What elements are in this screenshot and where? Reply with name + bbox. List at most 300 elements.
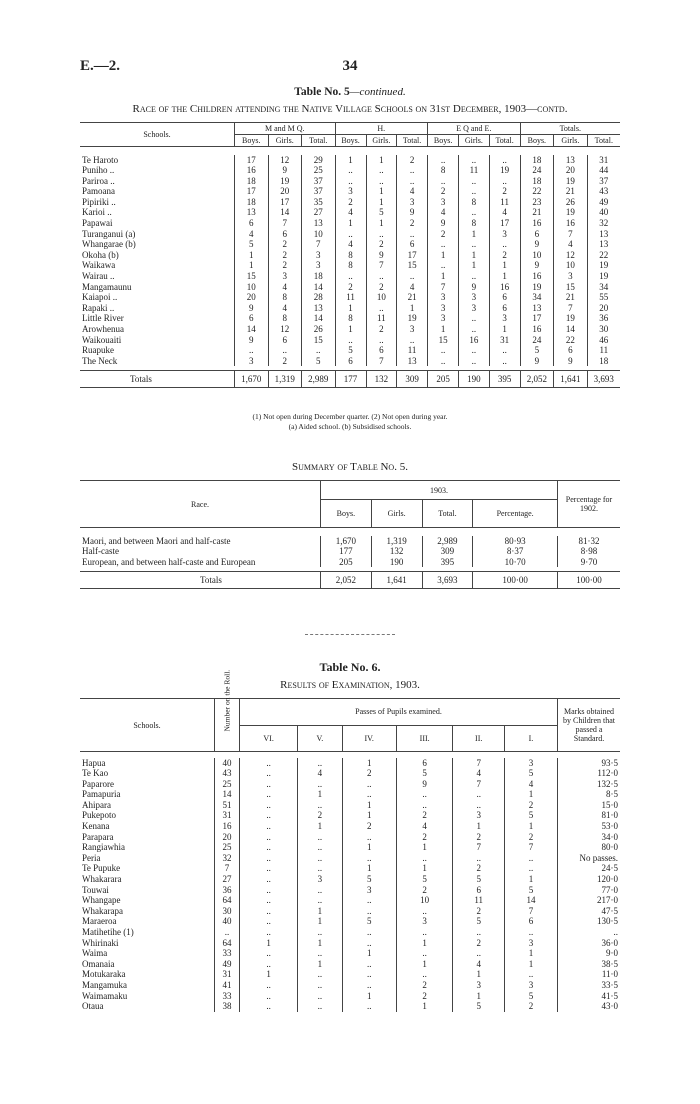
cell: 40 (215, 758, 240, 769)
cell: 21 (554, 292, 588, 303)
table-row (80, 959, 620, 970)
cell: .. (459, 356, 490, 367)
cell: 1 (453, 991, 505, 1002)
cell: 3 (459, 303, 490, 314)
total-cell: 2,052 (520, 370, 554, 387)
cell: 8 (268, 292, 302, 303)
school-name: Ruapuke (82, 345, 114, 356)
cell: .. (240, 991, 298, 1002)
cell: 21 (520, 207, 554, 218)
cell: 2 (366, 324, 397, 335)
cell: 1 (459, 250, 490, 261)
cell: 9 (520, 239, 554, 250)
col-year: 1903. (321, 481, 558, 500)
cell: 2 (428, 186, 459, 197)
totals-row (80, 571, 620, 588)
table-row (80, 176, 620, 187)
cell: 1 (235, 260, 269, 271)
cell: 64 (215, 938, 240, 949)
cell: 205 (321, 557, 372, 568)
cell: 19 (268, 176, 302, 187)
total-cell: 100·00 (558, 571, 621, 588)
table-row (80, 186, 620, 197)
table-row (80, 768, 620, 779)
cell: 3 (302, 250, 336, 261)
cell: 1 (397, 303, 428, 314)
document-code: E.—2. (80, 58, 121, 74)
table-row (80, 250, 620, 261)
cell: 3 (554, 271, 588, 282)
cell: .. (298, 779, 342, 790)
col-girls: Girls. (366, 135, 397, 147)
cell: 2 (268, 260, 302, 271)
table-row (80, 260, 620, 271)
table-row (80, 810, 620, 821)
cell: 7 (215, 863, 240, 874)
cell: 5 (453, 874, 505, 885)
cell: .. (240, 758, 298, 769)
cell: 10 (396, 895, 453, 906)
table6-subtitle: Results of Examination, 1903. (280, 679, 420, 691)
col-boys: Boys. (335, 135, 366, 147)
cell: 3 (504, 758, 557, 769)
cell: 15 (302, 335, 336, 346)
table-row (80, 821, 620, 832)
cell: 20 (235, 292, 269, 303)
cell: 24 (520, 165, 554, 176)
cell: 38 (215, 1001, 240, 1012)
cell: 3 (489, 313, 520, 324)
school-name: Okoha (b) (82, 249, 119, 260)
page-header (80, 58, 620, 78)
cell: 29 (302, 155, 336, 166)
summary-row (80, 536, 620, 547)
cell: .. (428, 260, 459, 271)
table-row (80, 229, 620, 240)
cell: .. (428, 345, 459, 356)
table5-title: Table No. 5—continued. (294, 86, 406, 98)
cell: 1 (298, 916, 342, 927)
cell: 1 (428, 271, 459, 282)
col-standard: VI. (240, 725, 298, 752)
cell: 31 (587, 155, 620, 166)
cell: 309 (422, 546, 473, 557)
cell: 41 (215, 980, 240, 991)
cell: 47·5 (558, 906, 621, 917)
cell: .. (342, 779, 396, 790)
cell: 2 (342, 768, 396, 779)
cell: 2 (489, 250, 520, 261)
school-name: Ahipara (82, 799, 111, 810)
table6-title: Table No. 6. (319, 660, 381, 674)
cell: 3 (489, 229, 520, 240)
school-name: Pamoana (82, 186, 115, 197)
cell: 3 (302, 260, 336, 271)
cell: .. (366, 176, 397, 187)
col-schools: Schools. (133, 720, 161, 730)
cell: .. (342, 927, 396, 938)
table-row (80, 863, 620, 874)
cell: .. (268, 345, 302, 356)
cell: 132 (371, 546, 422, 557)
cell: .. (504, 927, 557, 938)
cell: 37 (302, 176, 336, 187)
cell: 4 (268, 282, 302, 293)
race-name: European, and between half-caste and European (82, 556, 256, 567)
col-boys: Boys. (428, 135, 459, 147)
cell: 5 (504, 991, 557, 1002)
cell: 13 (302, 303, 336, 314)
cell: .. (335, 176, 366, 187)
table-row (80, 874, 620, 885)
school-name: Te Kao (82, 768, 109, 779)
cell: 5 (453, 1001, 505, 1012)
cell: 1 (342, 758, 396, 769)
cell: 14 (504, 895, 557, 906)
cell: 2 (396, 980, 453, 991)
totals-row (80, 370, 620, 387)
cell: 23 (520, 197, 554, 208)
school-name: Arowhenua (82, 324, 124, 334)
cell: 5 (504, 810, 557, 821)
school-name: Mangamuka (82, 979, 127, 990)
cell: 1 (298, 821, 342, 832)
cell: 37 (587, 176, 620, 187)
table-row (80, 345, 620, 356)
col-percentage: Percentage. (473, 500, 558, 528)
cell: 14 (302, 282, 336, 293)
cell: 6 (489, 292, 520, 303)
cell: 7 (504, 842, 557, 853)
cell: 5 (396, 874, 453, 885)
col-girls: Girls. (554, 135, 588, 147)
total-cell: 2,989 (302, 370, 336, 387)
cell: 3 (235, 356, 269, 367)
cell: .. (240, 789, 298, 800)
cell: 37 (302, 186, 336, 197)
school-name: The Neck (82, 355, 118, 366)
col-boys: Boys. (520, 135, 554, 147)
cell: 190 (371, 557, 422, 568)
cell: 3 (396, 916, 453, 927)
cell: 1 (366, 155, 397, 166)
cell: 8 (335, 260, 366, 271)
table-row (80, 895, 620, 906)
cell: 11 (366, 313, 397, 324)
table-row (80, 800, 620, 811)
col-standard: III. (396, 725, 453, 752)
cell: 25 (215, 842, 240, 853)
cell: 43 (215, 768, 240, 779)
race-name: Maori, and between Maori and half-caste (82, 535, 231, 546)
cell: 8 (459, 197, 490, 208)
cell: .. (459, 345, 490, 356)
school-name: Karioi .. (82, 207, 112, 218)
cell: 2 (504, 1001, 557, 1012)
cell: 4 (554, 239, 588, 250)
cell: 49 (215, 959, 240, 970)
cell: 5 (453, 916, 505, 927)
cell: 1 (453, 821, 505, 832)
cell: 5 (366, 207, 397, 218)
cell: 36 (215, 885, 240, 896)
cell: 18 (235, 176, 269, 187)
cell: .. (428, 155, 459, 166)
cell: 24 (520, 335, 554, 346)
school-name: Waimamaku (82, 990, 128, 1001)
cell: 1 (428, 324, 459, 335)
cell: 3 (504, 938, 557, 949)
cell: 4 (397, 186, 428, 197)
cell: .. (342, 895, 396, 906)
col-total: Total. (422, 500, 473, 528)
cell: 13 (587, 229, 620, 240)
cell: .. (240, 927, 298, 938)
cell: 217·0 (558, 895, 621, 906)
cell: 19 (489, 165, 520, 176)
cell: .. (366, 229, 397, 240)
school-name: Little River (82, 313, 124, 324)
total-cell: 3,693 (587, 370, 620, 387)
cell: .. (298, 991, 342, 1002)
cell: 10 (520, 250, 554, 261)
cell: 1 (335, 303, 366, 314)
cell: .. (335, 165, 366, 176)
cell: 1 (459, 229, 490, 240)
school-name: Waikouaiti (82, 334, 122, 345)
school-name: Pipiriki .. (82, 196, 116, 207)
table-row (80, 938, 620, 949)
cell: 4 (235, 229, 269, 240)
cell: 8·5 (558, 789, 621, 800)
cell: 5 (504, 885, 557, 896)
cell: 11 (587, 345, 620, 356)
total-cell: 100·00 (473, 571, 558, 588)
cell: 1 (342, 863, 396, 874)
col-standard: V. (298, 725, 342, 752)
cell: .. (397, 165, 428, 176)
school-name: Matihetihe (1) (82, 927, 134, 937)
cell: .. (240, 906, 298, 917)
cell: .. (298, 980, 342, 991)
cell: .. (240, 768, 298, 779)
table-row (80, 197, 620, 208)
cell: 1 (342, 800, 396, 811)
col-group-h: H. (335, 123, 428, 135)
cell: .. (235, 345, 269, 356)
cell: 1 (235, 250, 269, 261)
cell: .. (366, 271, 397, 282)
col-girls: Girls. (268, 135, 302, 147)
cell: 14 (268, 207, 302, 218)
cell: 30 (587, 324, 620, 335)
cell: 2 (342, 821, 396, 832)
school-name: Touwai (82, 884, 109, 895)
cell: 11 (397, 345, 428, 356)
col-race: Race. (191, 499, 209, 509)
cell: 32 (215, 853, 240, 864)
school-name: Kenana (82, 821, 110, 832)
cell: 2 (396, 885, 453, 896)
table-row (80, 324, 620, 335)
cell: .. (459, 155, 490, 166)
table-row (80, 832, 620, 843)
cell: 13 (520, 303, 554, 314)
table-row (80, 758, 620, 769)
cell: .. (240, 853, 298, 864)
cell: .. (298, 927, 342, 938)
cell: 17 (489, 218, 520, 229)
cell: 64 (215, 895, 240, 906)
cell: 19 (554, 313, 588, 324)
cell: 16 (215, 821, 240, 832)
cell: .. (504, 969, 557, 980)
cell: 24·5 (558, 863, 621, 874)
cell: 17 (235, 155, 269, 166)
table-row (80, 842, 620, 853)
col-boys: Boys. (235, 135, 269, 147)
cell: .. (459, 271, 490, 282)
race-name: Half-caste (82, 546, 119, 557)
cell: 12 (268, 324, 302, 335)
cell: 9 (459, 282, 490, 293)
table-row (80, 916, 620, 927)
table-row (80, 969, 620, 980)
cell: .. (342, 906, 396, 917)
cell: 6 (235, 218, 269, 229)
school-name: Peria (82, 852, 101, 863)
cell: 9 (396, 779, 453, 790)
table-row (80, 155, 620, 166)
cell: 9 (520, 260, 554, 271)
cell: 6 (489, 303, 520, 314)
table-row (80, 313, 620, 324)
cell: 3 (397, 324, 428, 335)
cell: 2 (397, 218, 428, 229)
school-name: Whangarae (b) (82, 239, 136, 250)
totals-label: Totals (200, 574, 222, 585)
cell: 17 (235, 186, 269, 197)
cell: 80·93 (473, 536, 558, 547)
page-number: 34 (342, 58, 358, 74)
cell: .. (489, 356, 520, 367)
cell: 1 (489, 324, 520, 335)
cell: .. (453, 927, 505, 938)
cell: 2 (396, 832, 453, 843)
cell: 1 (335, 324, 366, 335)
cell: .. (298, 832, 342, 843)
cell: 13 (235, 207, 269, 218)
cell: .. (558, 927, 621, 938)
table5-footnote-1: (1) Not open during December quarter. (2) Not open during year. (252, 412, 448, 421)
table-row (80, 779, 620, 790)
cell: 1 (396, 1001, 453, 1012)
total-cell: 1,319 (268, 370, 302, 387)
cell: 1 (335, 155, 366, 166)
cell: 2 (453, 906, 505, 917)
cell: 130·5 (558, 916, 621, 927)
cell: 1 (366, 218, 397, 229)
cell: 1 (504, 821, 557, 832)
cell: 4 (428, 207, 459, 218)
total-cell: 132 (366, 370, 397, 387)
cell: .. (489, 239, 520, 250)
cell: 8·98 (558, 546, 621, 557)
cell: 43·0 (558, 1001, 621, 1012)
cell: 1 (240, 938, 298, 949)
cell: .. (298, 863, 342, 874)
cell: .. (240, 916, 298, 927)
cell: 2 (268, 250, 302, 261)
cell: .. (397, 271, 428, 282)
cell: .. (342, 789, 396, 800)
cell: 80·0 (558, 842, 621, 853)
cell: .. (366, 165, 397, 176)
col-group-eqe: E Q and E. (428, 123, 521, 135)
col-boys: Boys. (321, 500, 372, 528)
cell: .. (396, 800, 453, 811)
cell: 3 (335, 186, 366, 197)
cell: 18 (302, 271, 336, 282)
cell: 1 (396, 842, 453, 853)
cell: .. (397, 335, 428, 346)
total-cell: 1,670 (235, 370, 269, 387)
cell: 5 (302, 356, 336, 367)
cell: 4 (489, 207, 520, 218)
cell: .. (342, 959, 396, 970)
cell: 10 (302, 229, 336, 240)
cell: 1 (335, 218, 366, 229)
cell: .. (240, 895, 298, 906)
cell: 81·32 (558, 536, 621, 547)
cell: 3 (459, 292, 490, 303)
cell: 2 (396, 991, 453, 1002)
cell: .. (240, 842, 298, 853)
cell: 1 (342, 948, 396, 959)
cell: .. (453, 789, 505, 800)
cell: 1 (298, 938, 342, 949)
cell: .. (453, 948, 505, 959)
cell: .. (396, 927, 453, 938)
summary-title: Summary of Table No. 5. (292, 461, 408, 473)
table-row (80, 303, 620, 314)
cell: 7 (453, 779, 505, 790)
cell: 14 (215, 789, 240, 800)
cell: .. (489, 345, 520, 356)
col-standard: IV. (342, 725, 396, 752)
cell: 5 (342, 874, 396, 885)
cell: 34 (520, 292, 554, 303)
cell: 1 (298, 906, 342, 917)
col-percentage-1902: Percentage for 1902. (558, 481, 621, 528)
cell: .. (459, 186, 490, 197)
cell: .. (397, 176, 428, 187)
cell: 2 (298, 810, 342, 821)
cell: 3 (428, 197, 459, 208)
cell: 1 (453, 969, 505, 980)
total-cell: 1,641 (371, 571, 422, 588)
cell: .. (298, 853, 342, 864)
cell: 8 (428, 165, 459, 176)
cell: .. (240, 885, 298, 896)
cell: 10 (554, 260, 588, 271)
cell: 1 (504, 959, 557, 970)
cell: 25 (215, 779, 240, 790)
table-row (80, 948, 620, 959)
table-row (80, 218, 620, 229)
school-name: Te Pupuke (82, 863, 121, 874)
cell: 1 (396, 863, 453, 874)
